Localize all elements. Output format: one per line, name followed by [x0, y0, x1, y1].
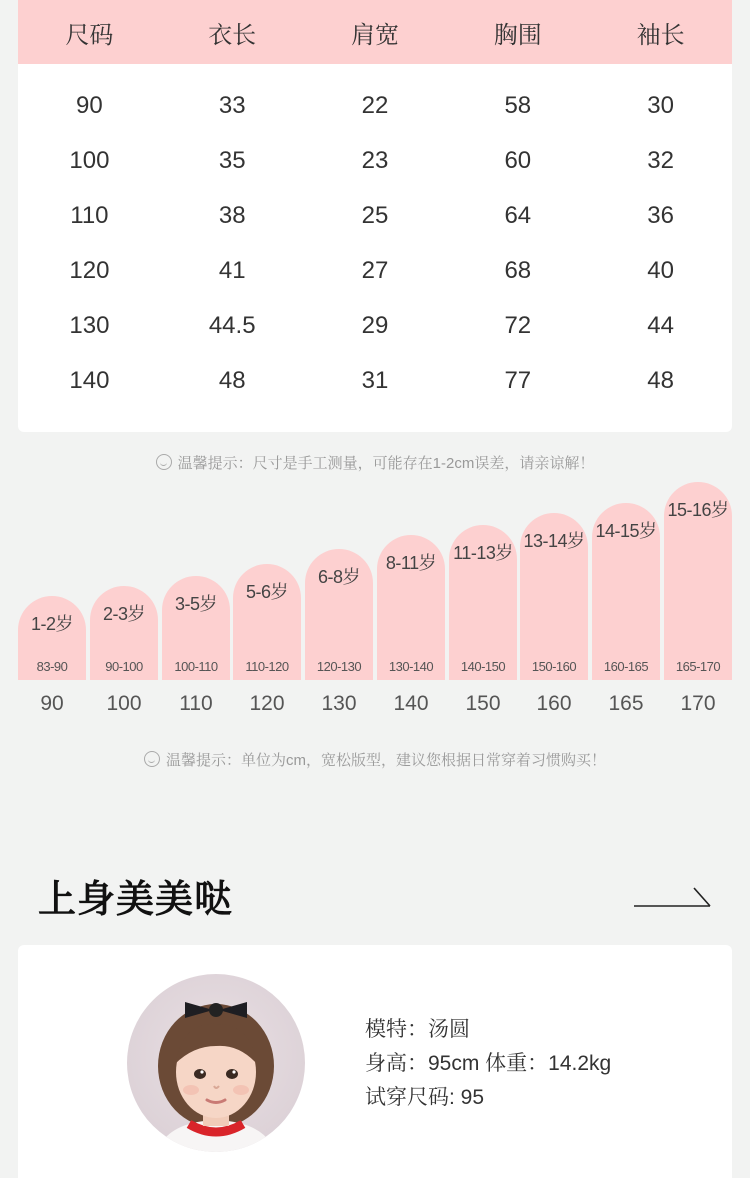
size-table-cell: 41 [218, 256, 246, 284]
size-table-row [18, 353, 732, 408]
size-table-cell: 23 [361, 146, 389, 174]
model-info [365, 1013, 611, 1115]
size-table-cell: 60 [504, 146, 532, 174]
height-bar [377, 535, 445, 680]
height-bar-age: 5-6岁 [245, 582, 288, 602]
size-table-cell: 120 [69, 256, 110, 284]
height-bar-size-label: 110 [179, 692, 213, 715]
header-size: 尺码 [65, 21, 114, 49]
size-table-cell: 32 [647, 146, 674, 174]
size-table-cell: 130 [69, 311, 110, 339]
height-bar-age: 8-11岁 [385, 553, 437, 573]
arrow-right-icon[interactable] [634, 886, 712, 908]
fit-tip-text: 温馨提示：单位为cm，宽松版型，建议您根据日常穿着习惯购买！ [166, 752, 606, 769]
size-table-cell: 68 [504, 256, 532, 284]
height-bar-range: 100-110 [174, 659, 218, 674]
height-bar [90, 586, 158, 680]
size-table-cell: 58 [504, 91, 532, 119]
smile-icon [156, 454, 172, 470]
height-bar-range: 140-150 [460, 659, 506, 674]
header-sleeve: 袖长 [636, 21, 685, 49]
header-shoulder: 肩宽 [350, 21, 399, 49]
height-bar-size-label: 165 [608, 692, 644, 715]
height-bar [449, 525, 517, 680]
height-bar-size-label: 170 [680, 692, 716, 715]
height-bar [18, 596, 86, 680]
height-bar-age: 15-16岁 [667, 500, 729, 520]
size-table-cell: 100 [69, 146, 110, 174]
fit-tip [0, 749, 750, 770]
size-table [18, 0, 732, 432]
height-bar-age: 1-2岁 [30, 614, 73, 634]
size-table-row [18, 133, 732, 188]
model-avatar [127, 974, 305, 1152]
model-card [18, 945, 732, 1178]
size-table-cell: 48 [647, 366, 674, 394]
size-table-cell: 140 [69, 366, 110, 394]
size-table-cell: 90 [76, 91, 103, 119]
size-table-cell: 38 [218, 201, 246, 229]
header-length: 衣长 [208, 21, 257, 49]
size-table-cell: 22 [361, 91, 389, 119]
height-bar [664, 482, 732, 680]
height-bar-range: 120-130 [316, 659, 362, 674]
height-bar-range: 130-140 [388, 659, 434, 674]
header-chest: 胸围 [493, 21, 542, 49]
size-table-cell: 35 [218, 146, 246, 174]
size-table-cell: 31 [361, 366, 389, 394]
size-table-body [18, 64, 732, 408]
height-chart-size-labels [18, 692, 732, 720]
height-bar-range: 110-120 [245, 659, 289, 674]
model-trial-size: 试穿尺码: 95 [365, 1086, 485, 1109]
height-bar-range: 83-90 [36, 659, 68, 674]
size-table-header [18, 0, 732, 64]
model-name: 模特：汤圆 [365, 1018, 470, 1041]
height-bar-range: 165-170 [675, 659, 721, 674]
height-bar [592, 503, 660, 680]
height-bar-range: 150-160 [531, 659, 577, 674]
size-table-cell: 110 [70, 201, 109, 229]
size-table-cell: 27 [361, 256, 389, 284]
size-table-row [18, 188, 732, 243]
child-portrait-image [127, 974, 305, 1152]
size-table-cell: 25 [361, 201, 389, 229]
size-table-row [18, 243, 732, 298]
height-bar-size-label: 120 [249, 692, 285, 715]
size-table-cell: 29 [361, 311, 389, 339]
height-bar [305, 549, 373, 680]
height-bar-age: 14-15岁 [595, 521, 657, 541]
height-bar-age: 3-5岁 [174, 594, 217, 614]
height-bar-size-label: 140 [393, 692, 429, 715]
measure-tip-text: 温馨提示：尺寸是手工测量，可能存在1-2cm误差，请亲谅解！ [177, 455, 595, 472]
height-bar [162, 576, 230, 680]
height-bar-range: 160-165 [603, 659, 649, 674]
height-bar-size-label: 90 [40, 692, 64, 715]
size-table-cell: 44.5 [208, 311, 256, 339]
height-bar-age: 11-13岁 [453, 543, 513, 563]
size-table-cell: 77 [504, 366, 532, 394]
height-bar-range: 90-100 [105, 659, 143, 674]
size-table-cell: 36 [647, 201, 674, 229]
smile-icon [144, 751, 160, 767]
height-bar-size-label: 160 [536, 692, 572, 715]
height-chart [18, 470, 732, 680]
section-title: 上身美美哒 [38, 879, 234, 921]
height-bar-size-label: 130 [321, 692, 357, 715]
size-table-row [18, 78, 732, 133]
size-table-cell: 64 [504, 201, 532, 229]
height-bar-age: 6-8岁 [317, 567, 360, 587]
height-bar [233, 564, 301, 680]
height-bar [520, 513, 588, 680]
model-body-stats: 身高：95cm 体重：14.2kg [365, 1052, 612, 1075]
height-bar-age: 2-3岁 [102, 604, 145, 624]
size-table-row [18, 298, 732, 353]
size-table-cell: 30 [647, 91, 674, 119]
height-bar-age: 13-14岁 [523, 531, 585, 551]
size-table-cell: 33 [218, 91, 246, 119]
height-bar-size-label: 150 [465, 692, 501, 715]
size-table-cell: 44 [647, 311, 674, 339]
size-table-cell: 48 [218, 366, 246, 394]
size-table-cell: 72 [504, 311, 532, 339]
size-table-cell: 40 [647, 256, 674, 284]
height-bar-size-label: 100 [106, 692, 142, 715]
